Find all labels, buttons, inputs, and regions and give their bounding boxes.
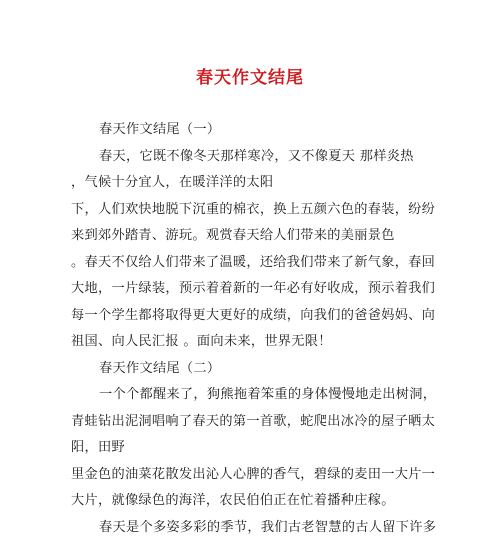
body-line: 祖国、向人民汇报 。面向未来，世界无限！ <box>71 329 441 356</box>
body-line: 春天作文结尾（一） <box>71 117 441 144</box>
body-line: 每一个学生都将取得更大更好的成绩，向我们的爸爸妈妈、向 <box>71 303 441 330</box>
body-line: 阳，田野 <box>71 435 441 462</box>
body-line: 春天作文结尾（二） <box>71 356 441 383</box>
document-body <box>71 117 441 541</box>
document-title: 春天作文结尾 <box>0 63 500 88</box>
body-line: 。春天不仅给人们带来了温暖，还给我们带来了新气象，春回 <box>71 250 441 277</box>
body-line: 一个个都醒来了，狗熊拖着笨重的身体慢慢地走出树洞， <box>71 382 441 409</box>
body-line: 春天是个多姿多彩的季节，我们古老智慧的古人留下许多 <box>71 515 441 541</box>
body-line: 下，人们欢快地脱下沉重的棉衣，换上五颜六色的春装，纷纷 <box>71 197 441 224</box>
body-line: 春天，它既不像冬天那样寒冷，又不像夏天 那样炎热 <box>71 144 441 171</box>
body-line: ，气候十分宜人，在暖洋洋的太阳 <box>71 170 441 197</box>
body-line: 来到郊外踏青、游玩。观赏春天给人们带来的美丽景色 <box>71 223 441 250</box>
body-line: 大片，就像绿色的海洋，农民伯伯正在忙着播种庄稼。 <box>71 488 441 515</box>
body-line: 里金色的油菜花散发出沁人心脾的香气，碧绿的麦田一大片一 <box>71 462 441 489</box>
body-line: 大地，一片绿装，预示着着新的一年必有好收成，预示着我们 <box>71 276 441 303</box>
body-line: 青蛙钻出泥洞唱响了春天的第一首歌，蛇爬出冰冷的屋子晒太 <box>71 409 441 436</box>
